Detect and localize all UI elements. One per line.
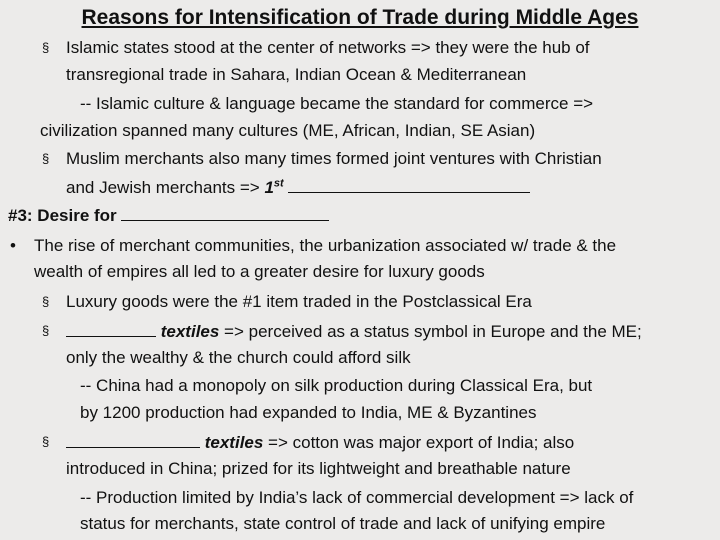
text-line: only the wealthy & the church could afford silk <box>66 348 411 367</box>
fill-in-blank <box>121 204 329 221</box>
fill-in-blank <box>66 320 156 337</box>
text-line: -- Islamic culture & language became the standard for commerce => <box>80 94 594 113</box>
slide-title: Reasons for Intensification of Trade during Middle Ages <box>81 6 639 29</box>
square-bullet: § <box>42 294 50 309</box>
ordinal-suffix: st <box>273 177 284 190</box>
text-line: wealth of empires all led to a greater desire for luxury goods <box>34 262 485 281</box>
ordinal: 1 <box>264 178 274 197</box>
text-line: by 1200 production had expanded to India, ME & Byzantines <box>80 403 537 422</box>
text-line-with-blank <box>66 176 530 199</box>
square-bullet: § <box>42 40 50 55</box>
square-bullet: § <box>42 151 50 166</box>
text-line: The rise of merchant communities, the urbanization associated w/ trade & the <box>34 236 617 255</box>
emphasis: textiles <box>204 433 264 452</box>
fill-in-blank <box>288 176 530 193</box>
fill-in-blank <box>66 431 200 448</box>
text-line: -- China had a monopoly on silk production during Classical Era, but <box>80 376 593 395</box>
square-bullet: § <box>42 323 50 338</box>
text-line: civilization spanned many cultures (ME, African, Indian, SE Asian) <box>40 121 536 140</box>
heading-text: #3: Desire for <box>8 206 117 225</box>
text-line: status for merchants, state control of trade and lack of unifying empire <box>80 514 606 533</box>
text-line: transregional trade in Sahara, Indian Ocean & Mediterranean <box>66 65 527 84</box>
text-line: Luxury goods were the #1 item traded in the Postclassical Era <box>66 292 532 311</box>
square-bullet: § <box>42 434 50 449</box>
emphasis: textiles <box>160 322 220 341</box>
text-line-with-blank <box>66 431 574 454</box>
text: => perceived as a status symbol in Europe and the ME; <box>219 322 642 341</box>
round-bullet: • <box>10 236 16 255</box>
section-heading <box>8 204 329 227</box>
text-line-with-blank <box>66 320 642 343</box>
text: => cotton was major export of India; also <box>263 433 575 452</box>
text-line: -- Production limited by India’s lack of commercial development => lack of <box>80 488 634 507</box>
text: and Jewish merchants => <box>66 178 265 197</box>
text-line: introduced in China; prized for its lightweight and breathable nature <box>66 459 571 478</box>
text-line: Islamic states stood at the center of networks => they were the hub of <box>66 38 590 57</box>
text-line: Muslim merchants also many times formed joint ventures with Christian <box>66 149 602 168</box>
